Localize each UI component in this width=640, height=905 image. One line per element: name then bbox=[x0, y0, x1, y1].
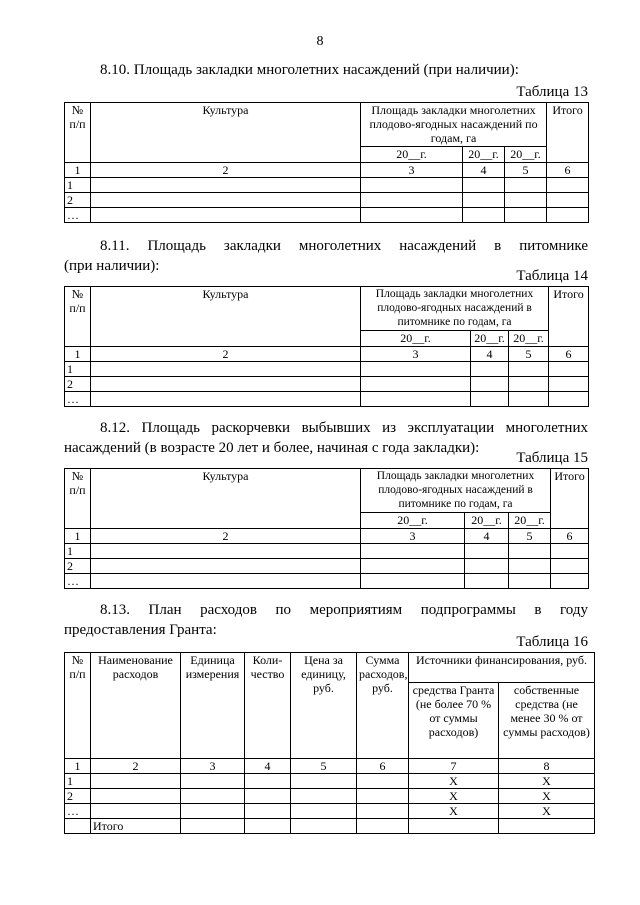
table-16-caption: Таблица 16 bbox=[516, 634, 588, 650]
header-num: № п/п bbox=[65, 287, 91, 347]
row-number: … bbox=[65, 804, 91, 819]
x-mark: Х bbox=[409, 774, 499, 789]
table-row bbox=[65, 559, 589, 574]
table-row bbox=[65, 362, 589, 377]
header-sources: Источники финансирования, руб. bbox=[409, 653, 595, 683]
table-row bbox=[65, 193, 589, 208]
header-culture: Культура bbox=[91, 103, 361, 163]
index-cell: 5 bbox=[505, 163, 547, 178]
index-cell: 1 bbox=[65, 347, 91, 362]
header-year: 20__г. bbox=[471, 331, 509, 347]
index-cell: 6 bbox=[549, 347, 589, 362]
index-cell: 6 bbox=[551, 529, 589, 544]
index-cell: 6 bbox=[547, 163, 589, 178]
table-15-caption: Таблица 15 bbox=[516, 450, 588, 466]
section-8-11-heading: 8.11. Площадь закладки многолетних насаждений в питомнике bbox=[100, 238, 588, 254]
header-price: Цена за единицу, руб. bbox=[291, 653, 357, 759]
header-year: 20__г. bbox=[361, 331, 471, 347]
row-number: 1 bbox=[65, 178, 91, 193]
total-label: Итого bbox=[91, 819, 181, 834]
header-year: 20__г. bbox=[465, 513, 509, 529]
header-area: Площадь закладки многолетних плодово-ягодных насаждений в питомнике по годам, га bbox=[361, 287, 549, 331]
header-num: № п/п bbox=[65, 653, 91, 759]
index-cell: 2 bbox=[91, 529, 361, 544]
table-row bbox=[65, 544, 589, 559]
table-row bbox=[65, 774, 595, 789]
index-cell: 3 bbox=[361, 529, 465, 544]
header-qty: Коли-чество bbox=[245, 653, 291, 759]
index-cell: 2 bbox=[91, 759, 181, 774]
header-unit: Единица измерения bbox=[181, 653, 245, 759]
header-year: 20__г. bbox=[463, 147, 505, 163]
header-year: 20__г. bbox=[509, 331, 549, 347]
table-row bbox=[65, 789, 595, 804]
table-row bbox=[65, 819, 595, 834]
index-cell: 8 bbox=[499, 759, 595, 774]
header-year: 20__г. bbox=[361, 513, 465, 529]
index-cell: 5 bbox=[509, 529, 551, 544]
row-number: 2 bbox=[65, 559, 91, 574]
x-mark: Х bbox=[499, 774, 595, 789]
table-row bbox=[65, 392, 589, 407]
header-area: Площадь закладки многолетних плодово-ягодных насаждений по годам, га bbox=[361, 103, 547, 147]
table-16 bbox=[64, 652, 595, 834]
row-number: … bbox=[65, 574, 91, 589]
row-number: … bbox=[65, 392, 91, 407]
header-grant: средства Гранта (не более 70 % от суммы расходов) bbox=[409, 683, 499, 759]
table-15 bbox=[64, 468, 589, 589]
index-cell: 3 bbox=[361, 347, 471, 362]
header-name: Наименование расходов bbox=[91, 653, 181, 759]
row-number: 1 bbox=[65, 544, 91, 559]
index-cell: 3 bbox=[361, 163, 463, 178]
row-number: 1 bbox=[65, 362, 91, 377]
page-number: 8 bbox=[316, 34, 324, 49]
index-cell: 4 bbox=[465, 529, 509, 544]
header-culture: Культура bbox=[91, 287, 361, 347]
header-total: Итого bbox=[549, 287, 589, 347]
header-num: № п/п bbox=[65, 103, 91, 163]
table-row bbox=[65, 178, 589, 193]
x-mark: Х bbox=[499, 804, 595, 819]
header-area: Площадь закладки многолетних плодово-ягодных насаждений в питомнике по годам, га bbox=[361, 469, 551, 513]
index-cell: 1 bbox=[65, 163, 91, 178]
section-8-11-heading-cont: (при наличии): bbox=[64, 258, 160, 274]
index-cell: 4 bbox=[245, 759, 291, 774]
index-cell: 2 bbox=[91, 163, 361, 178]
header-total: Итого bbox=[551, 469, 589, 529]
section-8-13-heading-cont: предоставления Гранта: bbox=[64, 622, 217, 638]
table-row bbox=[65, 163, 589, 178]
section-8-12-heading-cont: насаждений (в возрасте 20 лет и более, начиная с года закладки): bbox=[64, 440, 480, 456]
section-8-13-heading: 8.13. План расходов по мероприятиям подпрограммы в году bbox=[100, 602, 588, 618]
table-row bbox=[65, 347, 589, 362]
row-number: 2 bbox=[65, 377, 91, 392]
table-row bbox=[65, 804, 595, 819]
index-cell: 7 bbox=[409, 759, 499, 774]
table-row bbox=[65, 759, 595, 774]
table-row bbox=[65, 529, 589, 544]
header-total: Итого bbox=[547, 103, 589, 163]
row-number: 2 bbox=[65, 193, 91, 208]
section-8-10-heading: 8.10. Площадь закладки многолетних насаждений (при наличии): bbox=[100, 62, 519, 78]
table-13-caption: Таблица 13 bbox=[516, 84, 588, 100]
table-row bbox=[65, 377, 589, 392]
index-cell: 1 bbox=[65, 529, 91, 544]
header-num: № п/п bbox=[65, 469, 91, 529]
table-13 bbox=[64, 102, 589, 223]
index-cell: 4 bbox=[463, 163, 505, 178]
index-cell: 1 bbox=[65, 759, 91, 774]
index-cell: 6 bbox=[357, 759, 409, 774]
table-14 bbox=[64, 286, 589, 407]
header-year: 20__г. bbox=[505, 147, 547, 163]
index-cell: 5 bbox=[509, 347, 549, 362]
header-culture: Культура bbox=[91, 469, 361, 529]
row-number: 1 bbox=[65, 774, 91, 789]
row-number: … bbox=[65, 208, 91, 223]
row-number: 2 bbox=[65, 789, 91, 804]
header-own: собственные средства (не менее 30 % от суммы расходов) bbox=[499, 683, 595, 759]
header-year: 20__г. bbox=[361, 147, 463, 163]
section-8-12-heading: 8.12. Площадь раскорчевки выбывших из эксплуатации многолетних bbox=[100, 420, 588, 436]
table-14-caption: Таблица 14 bbox=[516, 268, 588, 284]
table-row bbox=[65, 208, 589, 223]
index-cell: 4 bbox=[471, 347, 509, 362]
x-mark: Х bbox=[499, 789, 595, 804]
index-cell: 2 bbox=[91, 347, 361, 362]
index-cell: 3 bbox=[181, 759, 245, 774]
header-year: 20__г. bbox=[509, 513, 551, 529]
x-mark: Х bbox=[409, 789, 499, 804]
index-cell: 5 bbox=[291, 759, 357, 774]
table-row bbox=[65, 574, 589, 589]
header-sum: Сумма расходов, руб. bbox=[357, 653, 409, 759]
x-mark: Х bbox=[409, 804, 499, 819]
